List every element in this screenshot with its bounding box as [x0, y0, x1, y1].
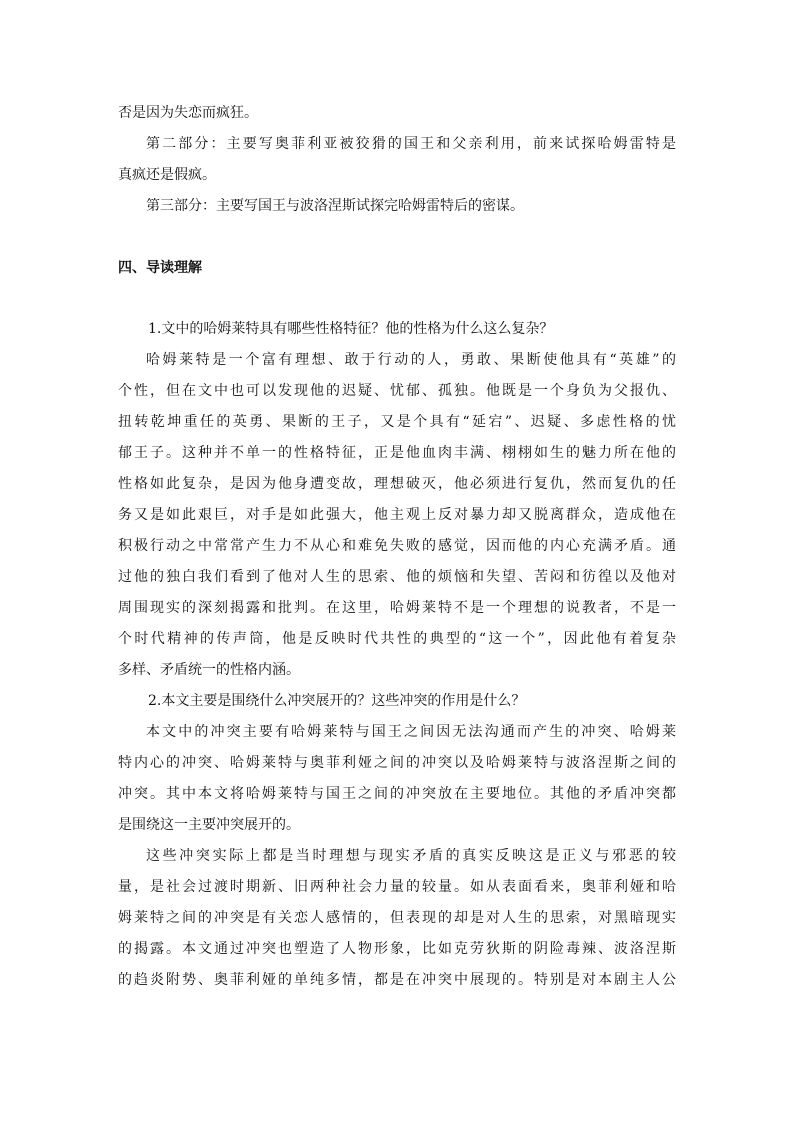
answer-2-line: 姆莱特之间的冲突是有关恋人感情的，但表现的却是对人生的思索，对黑暗现实 [118, 910, 676, 926]
intro-line: 第二部分：主要写奥菲利亚被狡猾的国王和父亲利用，前来试探哈姆雷特是 [146, 136, 676, 152]
question-2: 2.本文主要是围绕什么冲突展开的？这些冲突的作用是什么？ [148, 693, 526, 709]
answer-1-line: 扭转乾坤重任的英勇、果断的王子，又是个具有“延宕”、迟疑、多虑性格的忧 [118, 414, 676, 430]
answer-1-line: 过他的独白我们看到了他对人生的思索、他的烦恼和失望、苦闷和彷徨以及他对 [118, 569, 676, 585]
answer-2-line: 冲突。其中本文将哈姆莱特与国王之间的冲突放在主要地位。其他的矛盾冲突都 [118, 786, 676, 802]
intro-line: 第三部分：主要写国王与波洛涅斯试探完哈姆雷特后的密谋。 [146, 198, 524, 214]
intro-line: 否是因为失恋而疯狂。 [118, 105, 258, 121]
answer-1-line: 个时代精神的传声筒，他是反映时代共性的典型的“这一个”，因此他有着复杂 [118, 631, 676, 647]
answer-1-line: 哈姆莱特是一个富有理想、敢于行动的人，勇敢、果断使他具有“英雄”的 [146, 352, 676, 368]
answer-2-line: 特内心的冲突、哈姆莱特与奥菲利娅之间的冲突以及哈姆莱特与波洛涅斯之间的 [118, 755, 676, 771]
answer-1-line: 性格如此复杂，是因为他身遭变故，理想破灭，他必须进行复仇，然而复仇的任 [118, 476, 676, 492]
section-heading: 四、导读理解 [118, 260, 202, 276]
answer-2-line: 的趋炎附势、奥菲利娅的单纯多情，都是在冲突中展现的。特别是对本剧主人公 [118, 972, 676, 988]
answer-2-line: 是围绕这一主要冲突展开的。 [118, 817, 300, 833]
answer-1-line: 务又是如此艰巨，对手是如此强大，他主观上反对暴力却又脱离群众，造成他在 [118, 507, 676, 523]
answer-1-line: 郁王子。这种并不单一的性格特征，正是他血肉丰满、栩栩如生的魅力所在他的 [118, 445, 676, 461]
answer-1-line: 周围现实的深刻揭露和批判。在这里，哈姆莱特不是一个理想的说教者，不是一 [118, 600, 676, 616]
answer-2-line: 量，是社会过渡时期新、旧两种社会力量的较量。如从表面看来，奥菲利娅和哈 [118, 879, 676, 895]
answer-1-line: 个性，但在文中也可以发现他的迟疑、忧郁、孤独。他既是一个身负为父报仇、 [118, 383, 676, 399]
answer-2-line: 这些冲突实际上都是当时理想与现实矛盾的真实反映这是正义与邪恶的较 [146, 848, 676, 864]
answer-1-line: 积极行动之中常常产生力不从心和难免失败的感觉，因而他的内心充满矛盾。通 [118, 538, 676, 554]
answer-2-line: 的揭露。本文通过冲突也塑造了人物形象，比如克劳狄斯的阴险毒辣、波洛涅斯 [118, 941, 676, 957]
answer-1-line: 多样、矛盾统一的性格内涵。 [118, 662, 300, 678]
answer-2-line: 本文中的冲突主要有哈姆莱特与国王之间因无法沟通而产生的冲突、哈姆莱 [146, 724, 676, 740]
intro-line: 真疯还是假疯。 [118, 167, 216, 183]
question-1: 1.文中的哈姆莱特具有哪些性格特征？他的性格为什么这么复杂？ [148, 321, 554, 337]
